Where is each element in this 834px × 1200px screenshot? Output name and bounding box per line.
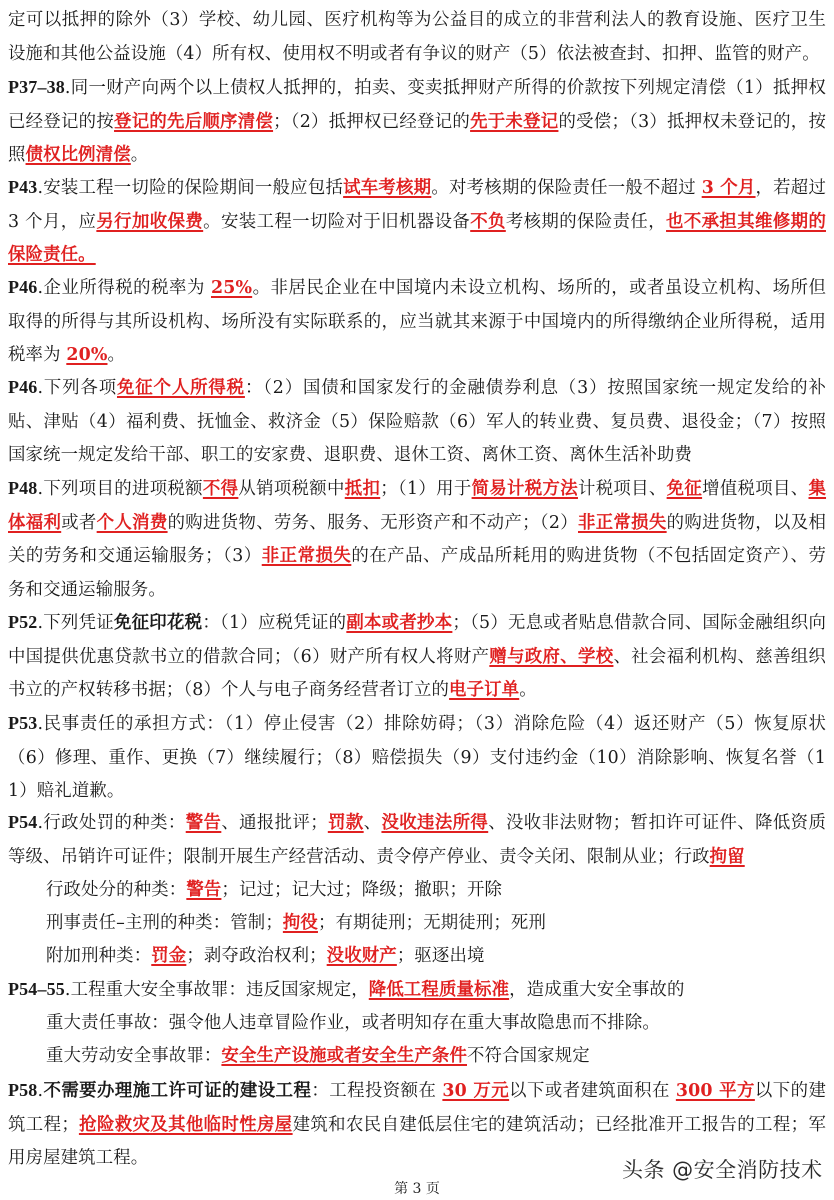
page-ref-label: P43 bbox=[8, 177, 38, 197]
paragraph-p53 bbox=[8, 707, 826, 809]
body-text: 考核期的保险责任， bbox=[505, 211, 667, 232]
highlighted-term: 非正常损失 bbox=[261, 546, 352, 566]
body-text: .下列各项 bbox=[37, 378, 117, 398]
body-text: 的购进货物、劳务、服务、无形资产和不动产；（2） bbox=[167, 512, 578, 533]
highlighted-term: 罚款 bbox=[327, 813, 364, 833]
body-text: 计税项目、 bbox=[577, 479, 667, 499]
body-text: ：（1）应税凭证的 bbox=[202, 613, 347, 633]
highlighted-term: 集体福利 bbox=[8, 479, 827, 533]
body-text: 、没收非法财物；暂扣许可证件、降低资质等级、吊销许可证件；限制开展生产经营活动、责令停产停业、责令关闭、限制从业；行政 bbox=[8, 813, 826, 867]
bold-term: 不需要办理施工许可证的建设工程 bbox=[43, 1081, 312, 1101]
body-text: 重大责任事故：强令他人违章冒险作业，或者明知存在重大事故隐患而不排除。 bbox=[46, 1013, 660, 1033]
body-text: 、社会福利机构、慈善组织书立的产权转移书据；（8）个人与电子商务经营者订立的 bbox=[8, 646, 826, 700]
highlighted-term: 罚金 bbox=[151, 946, 187, 966]
highlighted-term: 个人消费 bbox=[96, 512, 168, 533]
highlighted-term: 债权比例清偿 bbox=[25, 145, 131, 165]
body-text: .安装工程一切险的保险期间一般应包括 bbox=[37, 178, 344, 198]
bold-term: 免征印花税 bbox=[113, 613, 203, 633]
body-text: 以下或者建筑面积在 bbox=[509, 1081, 676, 1101]
body-text: 附加刑种类： bbox=[46, 946, 152, 966]
body-text: 增值税项目、 bbox=[702, 479, 809, 499]
highlighted-term: 免征 bbox=[666, 479, 703, 499]
body-text: .民事责任的承担方式：（1）停止侵害（2）排除妨碍；（3）消除危险（4）返还财产（5）恢复原状（6）修理、重作、更换（7）继续履行；（8）赔偿损失（9）支付违约金（10）消除影响、恢复名誉（11）赔礼道歉。 bbox=[8, 714, 826, 801]
body-text: .同一财产向两个以上债权人抵押的，拍卖、变卖抵押财产所得的价款按下列规定清偿（1）抵押权已经登记的按 bbox=[8, 78, 826, 132]
highlighted-term: 30 万元 bbox=[442, 1081, 510, 1101]
body-text: 定可以抵押的除外（3）学校、幼儿园、医疗机构等为公益目的成立的非营利法人的教育设施、医疗卫生设施和其他公益设施（4）所有权、使用权不明或者有争议的财产（5）依法被查封、扣押、监管的财产。 bbox=[8, 10, 826, 64]
page-ref-label: P46 bbox=[8, 377, 38, 397]
highlighted-term: 赠与政府、学校 bbox=[489, 646, 614, 667]
body-text: ，造成重大安全事故的 bbox=[509, 980, 685, 1000]
body-text: 刑事责任–主刑的种类：管制； bbox=[46, 913, 283, 933]
paragraph-p46a bbox=[8, 271, 826, 373]
highlighted-term: 拘役 bbox=[282, 913, 318, 933]
highlighted-term: 登记的先后顺序清偿 bbox=[114, 111, 274, 132]
body-text: ；（5）无息或者贴息借款合同、国际金融组织向中国提供优惠贷款书立的借款合同；（6）财产所有权人将财产 bbox=[8, 613, 826, 667]
body-text: .下列凭证 bbox=[37, 613, 114, 633]
body-text: 的受偿；（3）抵押权未登记的，按照 bbox=[8, 111, 826, 165]
page-ref-label: P53 bbox=[8, 713, 38, 733]
body-text: 重大劳动安全事故罪： bbox=[46, 1046, 222, 1066]
body-text: 。 bbox=[130, 145, 149, 165]
body-text: 的购进货物，以及相关的劳务和交通运输服务；（3） bbox=[8, 512, 826, 566]
highlighted-term: 安全生产设施或者安全生产条件 bbox=[221, 1046, 467, 1066]
body-text: 的在产品、产成品所耗用的购进货物（不包括固定资产）、劳务和交通运输服务。 bbox=[8, 546, 826, 600]
body-text: 。 bbox=[519, 680, 537, 700]
body-text: .下列项目的进项税额 bbox=[37, 479, 203, 499]
watermark: 头条 @安全消防技术 bbox=[622, 1158, 823, 1182]
body-text: .企业所得税的税率为 bbox=[37, 278, 211, 298]
highlighted-term: 另行加收保费 bbox=[96, 211, 204, 232]
body-text: ：（2）国债和国家发行的金融债券利息（3）按照国家统一规定发给的补贴、津贴（4）福利费、抚恤金、救济金（5）保险赔款（6）军人的转业费、复员费、退役金；（7）按照国家统一规定发给干部、职工的安家费、退职费、退休工资、离休工资、离休生活补助费 bbox=[8, 378, 826, 465]
paragraph-p54-55 bbox=[8, 973, 826, 1008]
page-ref-label: P48 bbox=[8, 478, 38, 498]
body-text: 建筑和农民自建低层住宅的建筑活动；已经批准开工报告的工程；军用房屋建筑工程。 bbox=[8, 1114, 826, 1168]
body-text: ；剥夺政治权利； bbox=[186, 946, 327, 966]
body-text: 不符合国家规定 bbox=[467, 1046, 590, 1066]
paragraph-p46b bbox=[8, 371, 826, 473]
paragraph-p-cont bbox=[8, 4, 826, 71]
body-text: 或者 bbox=[61, 512, 97, 533]
page-number: 第 3 页 bbox=[394, 1181, 440, 1197]
body-text: .工程重大安全事故罪：违反国家规定， bbox=[64, 980, 369, 1000]
highlighted-term: 抢险救灾及其他临时性房屋 bbox=[78, 1114, 293, 1135]
highlighted-term: 试车考核期 bbox=[343, 178, 432, 198]
body-text: 行政处分的种类： bbox=[46, 880, 187, 900]
highlighted-term: 副本或者抄本 bbox=[346, 613, 453, 633]
paragraph-p54-sub2 bbox=[46, 907, 826, 941]
paragraph-p54-sub1 bbox=[46, 874, 826, 908]
highlighted-term: 拘留 bbox=[709, 846, 745, 867]
body-text: . bbox=[37, 1081, 44, 1101]
highlighted-term: 不得 bbox=[202, 479, 239, 499]
body-text: ：工程投资额在 bbox=[311, 1081, 443, 1101]
body-text: ；记过；记大过；降级；撤职；开除 bbox=[221, 880, 503, 900]
body-text: ；驱逐出境 bbox=[396, 946, 485, 966]
highlighted-term: 简易计税方法 bbox=[471, 479, 578, 499]
paragraph-p54 bbox=[8, 806, 826, 874]
body-text: 。 bbox=[107, 345, 126, 365]
highlighted-term: 免征个人所得税 bbox=[116, 378, 245, 398]
highlighted-term: 3 个月 bbox=[701, 178, 756, 198]
page-ref-label: P37–38 bbox=[8, 77, 65, 97]
highlighted-term: 不负 bbox=[470, 211, 506, 232]
paragraph-p37 bbox=[8, 71, 826, 173]
highlighted-term: 抵扣 bbox=[344, 479, 381, 499]
paragraph-p43 bbox=[8, 171, 826, 273]
highlighted-term: 降低工程质量标准 bbox=[368, 980, 510, 1000]
paragraph-p54-sub3 bbox=[46, 940, 826, 974]
body-text: ；有期徒刑；无期徒刑；死刑 bbox=[317, 913, 546, 933]
body-text: 。对考核期的保险责任一般不超过 bbox=[431, 178, 702, 198]
body-text: ；（2）抵押权已经登记的 bbox=[273, 111, 471, 132]
body-text: 、 bbox=[363, 813, 382, 833]
body-text: ；（1）用于 bbox=[380, 479, 472, 499]
body-text: .行政处罚的种类： bbox=[37, 813, 186, 833]
paragraph-p48 bbox=[8, 472, 826, 607]
body-text: 以下的建筑工程； bbox=[8, 1081, 826, 1135]
paragraph-p54-55-sub1 bbox=[46, 1007, 826, 1041]
body-text: 。安装工程一切险对于旧机器设备 bbox=[203, 211, 471, 232]
paragraph-p52 bbox=[8, 606, 826, 708]
body-text: 从销项税额中 bbox=[238, 479, 345, 499]
body-text: 。非居民企业在中国境内未设立机构、场所的，或者虽设立机构、场所但取得的所得与其所设机构、场所没有实际联系的，应当就其来源于中国境内的所得缴纳企业所得税，适用税率为 bbox=[8, 278, 826, 365]
highlighted-term: 先于未登记 bbox=[470, 111, 559, 132]
page-ref-label: P54 bbox=[8, 812, 38, 832]
paragraph-p54-55-sub2 bbox=[46, 1040, 826, 1074]
highlighted-term: 也不承担其维修期的保险责任。 bbox=[8, 211, 826, 265]
page-ref-label: P54–55 bbox=[8, 979, 65, 999]
highlighted-term: 电子订单 bbox=[449, 680, 520, 700]
page-ref-label: P46 bbox=[8, 277, 38, 297]
page-ref-label: P58 bbox=[8, 1080, 38, 1100]
highlighted-term: 300 平方 bbox=[675, 1081, 755, 1101]
body-text: ，若超过 3 个月，应 bbox=[8, 178, 826, 232]
highlighted-term: 没收违法所得 bbox=[381, 813, 489, 833]
highlighted-term: 警告 bbox=[186, 880, 222, 900]
highlighted-term: 警告 bbox=[185, 813, 222, 833]
highlighted-term: 没收财产 bbox=[326, 946, 397, 966]
page-ref-label: P52 bbox=[8, 612, 38, 632]
highlighted-term: 25% bbox=[210, 278, 253, 298]
highlighted-term: 20% bbox=[66, 345, 108, 365]
body-text: 、通报批评； bbox=[221, 813, 328, 833]
highlighted-term: 非正常损失 bbox=[578, 512, 667, 533]
